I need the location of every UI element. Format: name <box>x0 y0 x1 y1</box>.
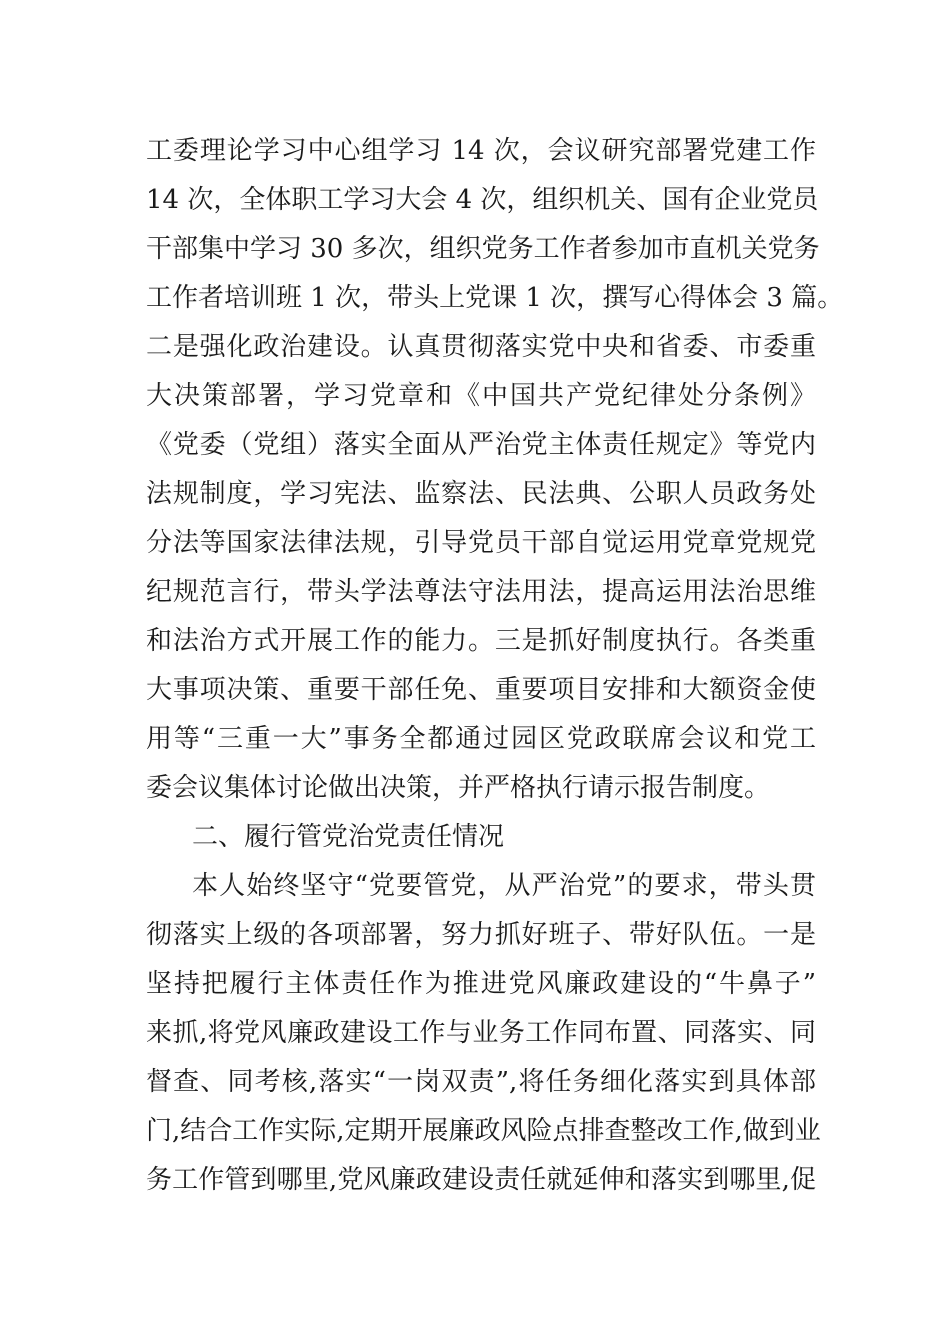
text-line: 用等“三重一大”事务全都通过园区党政联席会议和党工 <box>146 724 816 754</box>
document-body <box>146 127 844 1205</box>
text-line: 干部集中学习 30 多次，组织党务工作者参加市直机关党务 <box>146 234 820 264</box>
text-line: 本人始终坚守“党要管党，从严治党”的要求，带头贯 <box>192 871 816 901</box>
section-heading: 二、履行管党治党责任情况 <box>192 822 505 852</box>
text-line: 大事项决策、重要干部任免、重要项目安排和大额资金使 <box>146 675 816 705</box>
text-line: 来抓,将党风廉政建设工作与业务工作同布置、同落实、同 <box>146 1018 816 1048</box>
text-line: 坚持把履行主体责任作为推进党风廉政建设的“牛鼻子” <box>146 969 816 999</box>
text-line: 委会议集体讨论做出决策，并严格执行请示报告制度。 <box>146 773 771 803</box>
text-line: 务工作管到哪里,党风廉政建设责任就延伸和落实到哪里,促 <box>146 1165 816 1195</box>
text-line: 彻落实上级的各项部署，努力抓好班子、带好队伍。一是 <box>146 920 816 950</box>
text-line: 纪规范言行，带头学法尊法守法用法，提高运用法治思维 <box>146 577 816 607</box>
text-line: 门,结合工作实际,定期开展廉政风险点排查整改工作,做到业 <box>146 1116 821 1146</box>
text-line: 分法等国家法律法规，引导党员干部自觉运用党章党规党 <box>146 528 816 558</box>
text-line: 督查、同考核,落实“一岗双责”,将任务细化落实到具体部 <box>146 1067 816 1097</box>
text-line: 大决策部署，学习党章和《中国共产党纪律处分条例》 <box>146 381 816 411</box>
text-line: 工作者培训班 1 次，带头上党课 1 次，撰写心得体会 3 篇。 <box>146 283 844 313</box>
text-line: 法规制度，学习宪法、监察法、民法典、公职人员政务处 <box>146 479 816 509</box>
text-line: 《党委（党组）落实全面从严治党主体责任规定》等党内 <box>146 430 816 460</box>
text-line: 14 次，全体职工学习大会 4 次，组织机关、国有企业党员 <box>146 185 819 215</box>
text-line: 和法治方式开展工作的能力。三是抓好制度执行。各类重 <box>146 626 816 656</box>
text-line: 二是强化政治建设。认真贯彻落实党中央和省委、市委重 <box>146 332 816 362</box>
text-line: 工委理论学习中心组学习 14 次，会议研究部署党建工作 <box>146 136 816 166</box>
